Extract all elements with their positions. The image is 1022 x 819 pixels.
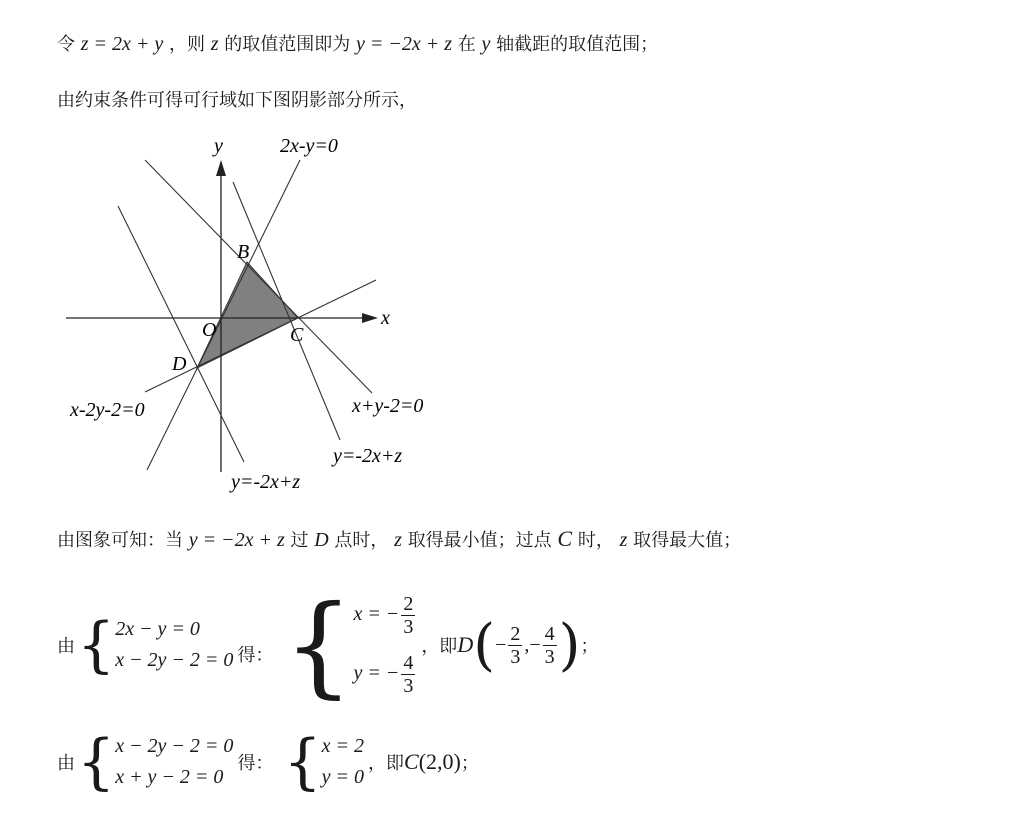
text: 取得最大值； bbox=[633, 530, 742, 551]
left-brace: { bbox=[77, 610, 116, 680]
text: 轴截距的取值范围； bbox=[496, 34, 659, 55]
line-label-obj-c: y=-2x+z bbox=[333, 445, 403, 467]
line-label-x-y-2-0: x+y-2=0 bbox=[352, 395, 424, 417]
point-d-label: D bbox=[172, 353, 187, 375]
math-variable: z bbox=[619, 529, 628, 551]
point-b-label: B bbox=[237, 241, 250, 263]
coordinates: (2,0) bbox=[418, 749, 461, 774]
line-label-2x-y-0: 2x-y=0 bbox=[280, 135, 338, 157]
math-expression: x = − bbox=[353, 603, 400, 625]
math-variable: y bbox=[481, 33, 491, 55]
math-expression: z = 2x + y bbox=[80, 33, 164, 55]
equation: x + y − 2 = 0 bbox=[115, 766, 224, 788]
feasible-region-diagram bbox=[60, 130, 460, 500]
solution-system bbox=[322, 731, 364, 793]
text: ，即 bbox=[368, 753, 404, 774]
solution-y: y = 0 bbox=[321, 766, 364, 788]
denominator: 3 bbox=[544, 645, 555, 668]
math-variable: z bbox=[394, 529, 402, 551]
text: ； bbox=[460, 753, 479, 774]
text: ，即 bbox=[421, 636, 458, 657]
text: 由 bbox=[57, 753, 75, 774]
minus-sign: − bbox=[495, 633, 507, 656]
math-expression: y = −2x + z bbox=[188, 529, 285, 551]
right-paren: ) bbox=[558, 612, 581, 678]
system-solve-c bbox=[57, 727, 479, 797]
equation-system bbox=[115, 731, 233, 793]
text: 取得最小值；过点 bbox=[407, 530, 552, 551]
text: 得： bbox=[237, 645, 274, 666]
point-d: D bbox=[457, 632, 474, 657]
text: 的取值范围即为 bbox=[224, 34, 351, 55]
minus-sign: − bbox=[529, 633, 541, 656]
comma: , bbox=[524, 633, 530, 656]
line-label-obj-d: y=-2x+z bbox=[231, 471, 301, 493]
x-axis-arrow bbox=[362, 313, 378, 323]
text: 点时， bbox=[334, 530, 389, 551]
text: 在 bbox=[457, 34, 476, 55]
equation: x − 2y − 2 = 0 bbox=[115, 735, 234, 757]
shaded-region bbox=[197, 262, 298, 368]
solution-system bbox=[353, 586, 417, 704]
point-c: C bbox=[404, 749, 419, 774]
numerator: 2 bbox=[403, 593, 414, 615]
fraction bbox=[401, 652, 415, 697]
fraction bbox=[401, 593, 415, 638]
denominator: 3 bbox=[510, 645, 521, 668]
solution-x bbox=[353, 593, 417, 638]
solution-x: x = 2 bbox=[321, 735, 364, 757]
system-solve-d bbox=[57, 581, 599, 709]
math-expression: y = −2x + z bbox=[356, 33, 453, 55]
text: ，则 bbox=[169, 34, 205, 55]
left-brace: { bbox=[283, 581, 354, 709]
left-brace: { bbox=[77, 727, 116, 797]
left-brace: { bbox=[283, 727, 322, 797]
line-label-x-2y-2-0: x-2y-2=0 bbox=[70, 399, 145, 421]
denominator: 3 bbox=[403, 675, 414, 697]
feasible-region-sentence: 由约束条件可得可行域如下图阴影部分所示， bbox=[57, 90, 417, 111]
origin-label: O bbox=[202, 319, 217, 341]
math-variable: z bbox=[210, 33, 219, 55]
analysis-sentence bbox=[57, 526, 741, 552]
text: 得： bbox=[237, 753, 274, 774]
equation: 2x − y = 0 bbox=[115, 618, 200, 640]
equation: x − 2y − 2 = 0 bbox=[115, 649, 234, 671]
text: ； bbox=[580, 636, 599, 657]
point-d: D bbox=[314, 529, 329, 551]
intro-paragraph bbox=[57, 30, 658, 56]
numerator: 4 bbox=[403, 652, 414, 674]
axis-y-label: y bbox=[214, 135, 223, 157]
text: 由 bbox=[57, 636, 75, 657]
numerator: 2 bbox=[510, 622, 521, 645]
text: 令 bbox=[57, 34, 75, 55]
axis-x-label: x bbox=[381, 307, 390, 329]
denominator: 3 bbox=[403, 616, 414, 638]
left-paren: ( bbox=[473, 612, 496, 678]
point-c-label: C bbox=[290, 324, 304, 346]
text: 由图象可知：当 bbox=[57, 530, 183, 551]
fraction bbox=[543, 623, 557, 668]
text: 时， bbox=[577, 530, 614, 551]
point-c: C bbox=[557, 526, 573, 551]
equation-system bbox=[115, 614, 233, 676]
fraction bbox=[508, 623, 522, 668]
text: 过 bbox=[290, 530, 309, 551]
math-expression: y = − bbox=[353, 662, 400, 684]
y-axis-arrow bbox=[216, 160, 226, 176]
solution-y bbox=[353, 652, 417, 697]
numerator: 4 bbox=[544, 622, 555, 645]
